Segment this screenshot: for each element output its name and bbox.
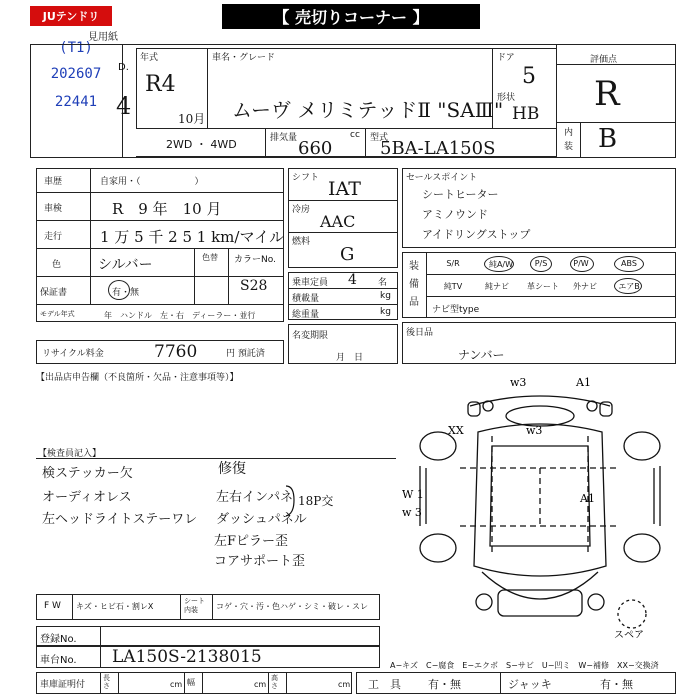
nav-type-label: ナビ型type	[432, 305, 480, 315]
mark-a1-right: A1	[580, 492, 595, 505]
title-change-label: 名変期限	[292, 331, 329, 341]
capacity-value: 4	[348, 272, 357, 288]
shape-label: 形状	[497, 93, 516, 103]
interior-label: 内装	[564, 128, 574, 152]
shift-label: シフト	[292, 173, 320, 183]
history-label-3: 色	[52, 260, 62, 270]
car-name-value: ムーヴ メリミテッドⅡ "SAⅢ"	[232, 98, 504, 122]
mark-xx-left: XX	[448, 424, 464, 437]
load-unit: kg	[380, 291, 391, 301]
weight-unit: kg	[380, 307, 391, 317]
model-year-label: モデル年式	[40, 310, 75, 318]
inspector-bracket-note: 18P交	[298, 494, 334, 508]
year-label: 年式	[140, 53, 159, 63]
width-label: 幅	[187, 678, 195, 687]
rear-items-frame	[402, 322, 676, 364]
warranty-circle-mark	[108, 280, 130, 300]
page-title: 【 売切りコーナー 】	[222, 4, 480, 29]
shape-value: HB	[512, 104, 540, 124]
equipment-airbag: エアB	[618, 282, 640, 291]
seller-notice-label: 【出品店申告欄（不良箇所・欠品・注意事項等）】	[36, 373, 239, 383]
tools-value: 有・無	[428, 678, 461, 691]
model-value: 5BA-LA150S	[380, 138, 496, 159]
grade-box-label: 評価点	[590, 55, 618, 65]
fw-label: F W	[44, 601, 61, 611]
history-text-0: 自家用・（ ）	[100, 177, 204, 187]
registration-label: 登録No.	[40, 634, 77, 645]
weight-label: 総重量	[292, 310, 320, 320]
inspector-left-line-1: 検ステッカー欠	[42, 466, 133, 481]
history-label-0: 車歴	[44, 177, 63, 187]
mark-w3-left: w 3	[402, 506, 422, 519]
stock-id-line-1: (T1)	[59, 40, 93, 56]
door-label: ドア	[497, 53, 515, 63]
seat-label: シート内装	[184, 597, 205, 614]
garage-cert-label: 車庫証明付	[40, 680, 86, 690]
displacement-unit: cc	[350, 130, 360, 140]
inspector-right-line-3: ダッシュパネル	[216, 512, 307, 527]
grade-value: R	[594, 74, 620, 114]
recycle-label: リサイクル料金	[42, 349, 104, 359]
jack-label: ジャッキ	[508, 678, 552, 691]
color-no-label: カラーNo.	[234, 255, 276, 265]
sheet-label: 見用紙	[88, 32, 118, 43]
airbag-circle-mark	[614, 278, 642, 294]
history-label-4: 保証書	[40, 288, 68, 298]
registration-frame	[36, 626, 380, 646]
fuel-value: G	[340, 244, 355, 265]
mark-w3-top: w3	[510, 376, 527, 389]
rear-items-label: 後日品	[406, 328, 434, 338]
displacement-value: 660	[298, 138, 333, 159]
bracket-mark	[284, 484, 298, 518]
shift-value: IAT	[328, 178, 361, 200]
alloy-wheels-circle-mark	[484, 256, 514, 272]
rear-items-value: ナンバー	[458, 348, 505, 362]
inspector-left-line-2: オーディオレス	[42, 490, 132, 505]
fuel-label: 燃料	[292, 237, 311, 247]
history-text-2: 1 万 5 千 2 5 1 km/マイル	[100, 228, 285, 246]
length-unit: cm	[170, 680, 183, 689]
repaint-label: 色替	[202, 253, 218, 262]
stock-id-line-3: 22441	[54, 94, 98, 110]
chassis-value: LA150S-2138015	[112, 647, 262, 667]
capacity-label: 乗車定員	[292, 278, 329, 288]
abs-circle-mark	[614, 256, 644, 272]
mark-a1-top: A1	[576, 376, 591, 389]
sales-line-2: アミノウンド	[422, 208, 488, 221]
length-label: 長さ	[103, 674, 110, 690]
equipment-abs: ABS	[621, 259, 637, 268]
inspector-right-line-5: コアサポート歪	[214, 554, 306, 569]
power-windows-circle-mark	[570, 256, 594, 272]
interior-value: B	[598, 124, 618, 154]
mark-w1-left: W 1	[402, 488, 424, 501]
height-label: 高さ	[271, 674, 278, 690]
sales-label: セールスポイント	[406, 173, 478, 183]
equipment-power-steering: P/S	[534, 259, 548, 268]
displacement-label: 排気量	[270, 133, 298, 143]
recycle-unit: 円 預託済	[226, 349, 265, 359]
equipment-aftermarket-nav: 外ナビ	[573, 282, 597, 291]
car-damage-diagram	[400, 376, 676, 638]
car-name-label: 車名・グレード	[212, 53, 276, 63]
auction-logo: JUテンドリ	[30, 6, 112, 26]
title-change-unit: 月 日	[336, 353, 364, 363]
tools-label: 工 具	[368, 678, 401, 691]
equipment-factory-nav: 純ナビ	[485, 282, 509, 291]
power-steering-circle-mark	[530, 256, 552, 272]
inspector-label: 【検査員記入】	[38, 449, 102, 459]
model-year-row: 年 ハンドル 左・右 ディーラー・並行	[104, 311, 256, 320]
model-label: 型式	[370, 133, 389, 143]
jack-value: 有・無	[600, 678, 633, 691]
year-value: R4	[145, 72, 176, 97]
inspector-right-line-2: 左右インパネ	[216, 490, 294, 505]
history-text-4: 有・無	[112, 288, 140, 298]
width-unit: cm	[254, 680, 267, 689]
cool-value: AAC	[320, 212, 356, 231]
spare-label: スペア	[614, 630, 644, 638]
damage-legend: A−キズ C−腐食 E−エクボ S−サビ U−凹ミ W−補修 XX−交換済	[390, 661, 659, 670]
inspector-right-line-4: 左Fピラー歪	[214, 534, 289, 549]
height-unit: cm	[338, 680, 351, 689]
recycle-value: 7760	[154, 342, 198, 362]
door-value: 5	[522, 64, 536, 89]
lot-digit: 4	[116, 92, 132, 120]
color-no-value: S28	[240, 278, 268, 294]
equipment-label: 装備品	[409, 261, 419, 308]
drive-type: 2WD ・ 4WD	[166, 138, 237, 151]
history-text-3: シルバー	[98, 257, 153, 273]
mark-w3-mid: w3	[526, 424, 543, 437]
equipment-alloy-wheels: 純A/W	[488, 260, 514, 269]
chassis-label: 車台No.	[40, 655, 77, 666]
stock-id-line-2: 202607	[50, 66, 102, 82]
inspector-left-line-3: 左ヘッドライトステーワレ	[42, 512, 198, 527]
seat-text: コゲ・穴・汚・色ハゲ・シミ・破レ・スレ	[216, 602, 368, 611]
history-label-1: 車検	[44, 204, 63, 214]
equipment-power-windows: P/W	[573, 259, 589, 268]
sales-line-3: アイドリングストップ	[422, 228, 531, 241]
fw-text: キズ・ヒビ石・割レX	[76, 602, 154, 611]
history-text-1: R 9 年 10 月	[112, 200, 222, 218]
equipment-factory-tv: 純TV	[443, 282, 463, 291]
sales-line-1: シートヒーター	[422, 188, 499, 201]
load-label: 積載量	[292, 294, 320, 304]
equipment-sunroof: S/R	[446, 259, 460, 268]
inspector-right-line-1: 修復	[218, 461, 246, 477]
equipment-leather-seat: 革シート	[527, 282, 559, 291]
history-label-2: 走行	[44, 232, 63, 242]
lot-label: D.	[118, 62, 129, 73]
capacity-unit: 名	[378, 278, 388, 288]
cool-label: 冷房	[292, 205, 311, 215]
month-value: 10月	[178, 112, 206, 126]
